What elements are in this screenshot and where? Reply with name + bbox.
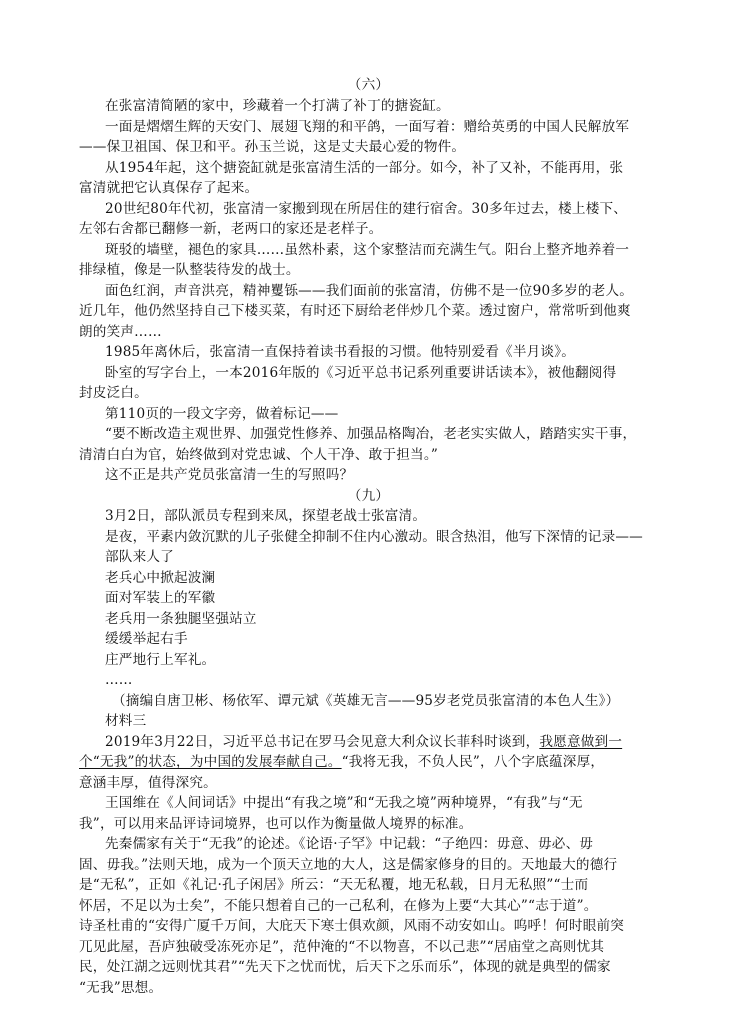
paragraph-line: “无我”思想。 xyxy=(79,980,163,996)
text-segment: “我将无我，不负人民”，八个字底蕴深厚， xyxy=(341,754,605,770)
poem-line: 缓缓举起右手 xyxy=(105,631,188,647)
paragraph-line: 封皮泛白。 xyxy=(79,385,148,401)
paragraph-line: ——保卫祖国、保卫和平。孙玉兰说，这是丈夫最心爱的物件。 xyxy=(79,139,466,155)
paragraph-line: 是“无私”，正如《礼记·孔子闲居》所云：“天无私覆，地无私载，日月无私照”“士而 xyxy=(79,877,589,893)
paragraph-line: 第110页的一段文字旁，做着标记—— xyxy=(105,406,339,422)
paragraph-line: 这不正是共产党员张富清一生的写照吗？ xyxy=(105,467,354,483)
poem-line: …… xyxy=(105,672,133,688)
underlined-text: 个“无我”的状态，为中国的发展奉献自己。 xyxy=(79,754,342,770)
section-9-heading: （九） xyxy=(347,488,390,504)
paragraph-line: 一面是熠熠生辉的天安门、展翅飞翔的和平鸽，一面写着：赠给英勇的中国人民解放军 xyxy=(105,119,630,135)
paragraph-line: 从1954年起，这个搪瓷缸就是张富清生活的一部分。如今，补了又补，不能再用，张 xyxy=(105,160,624,176)
paragraph-line: 我”，可以用来品评诗词境界，也可以作为衡量做人境界的标准。 xyxy=(79,816,473,832)
paragraph-line: 先秦儒家有关于“无我”的论述。《论语·子罕》中记载：“子绝四：毋意、毋必、毋 xyxy=(105,836,594,852)
paragraph-line xyxy=(79,752,604,772)
underlined-text: 我愿意做到一 xyxy=(539,734,623,750)
paragraph-line: 富清就把它认真保存了起来。 xyxy=(79,180,259,196)
paragraph-line: 王国维在《人间词话》中提出“有我之境”和“无我之境”两种境界，“有我”与“无 xyxy=(105,795,583,811)
poem-line: 面对军装上的军徽 xyxy=(105,590,216,606)
paragraph-line: 清清白白为官，始终做到对党忠诚、个人干净、敢于担当。” xyxy=(79,447,438,463)
poem-line: 老兵用一条独腿坚强站立 xyxy=(105,611,257,627)
source-citation: （摘编自唐卫彬、杨依军、谭元斌《英雄无言——95岁老党员张富清的本色人生》） xyxy=(112,693,620,709)
poem-line: 部队来人了 xyxy=(105,549,174,565)
poem-line: 庄严地行上军礼。 xyxy=(105,652,216,668)
material-3-heading: 材料三 xyxy=(105,713,147,729)
paragraph-line: “要不断改造主观世界、加强党性修养、加强品格陶冶，老老实实做人，踏踏实实干事， xyxy=(105,426,637,442)
paragraph-line: 近几年，他仍然坚持自己下楼买菜，有时还下厨给老伴炒几个菜。透过窗户，常常听到他爽 xyxy=(79,303,631,319)
paragraph-line: 意涵丰厚，值得深究。 xyxy=(79,775,217,791)
paragraph-line: 诗圣杜甫的“安得广厦千万间，大庇天下寒士俱欢颜，风雨不动安如山。呜呼！何时眼前突 xyxy=(79,918,625,934)
paragraph-line: 怀居，不足以为士矣”，不能只想着自己的一己私利，在修为上要“大其心”“志于道”。 xyxy=(79,898,598,914)
paragraph-line: 斑驳的墙壁，褪色的家具……虽然朴素，这个家整洁而充满生气。阳台上整齐地养着一 xyxy=(105,242,630,258)
paragraph-line: 3月2日，部队派员专程到来凤，探望老战士张富清。 xyxy=(105,508,427,524)
paragraph-line: 民，处江湖之远则忧其君”“先天下之忧而忧，后天下之乐而乐”，体现的就是典型的儒家 xyxy=(79,959,611,975)
paragraph-line: 左邻右舍都已翻修一新，老两口的家还是老样子。 xyxy=(79,221,383,237)
text-segment: 2019年3月22日，习近平总书记在罗马会见意大利众议长菲科时谈到， xyxy=(105,734,540,750)
paragraph-line: 卧室的写字台上，一本2016年版的《习近平总书记系列重要讲话读本》，被他翻阅得 xyxy=(105,365,617,381)
paragraph-line: 1985年离休后，张富清一直保持着读书看报的习惯。他特别爱看《半月谈》。 xyxy=(105,344,575,360)
paragraph-line: 固、毋我。”法则天地，成为一个顶天立地的大人，这是儒家修身的目的。天地最大的德行 xyxy=(79,857,618,873)
paragraph-line: 面色红润，声音洪亮，精神矍铄——我们面前的张富清，仿佛不是一位90多岁的老人。 xyxy=(105,283,634,299)
section-6-heading: （六） xyxy=(347,77,390,93)
paragraph-line: 20世纪80年代初，张富清一家搬到现在所居住的建行宿舍。30多年过去，楼上楼下、 xyxy=(105,201,628,217)
paragraph-line: 兀见此屋，吾庐独破受冻死亦足”，范仲淹的“不以物喜，不以己悲”“居庙堂之高则忧其 xyxy=(79,939,605,955)
poem-line: 老兵心中掀起波澜 xyxy=(105,570,216,586)
paragraph-line: 排绿植，像是一队整装待发的战士。 xyxy=(79,262,300,278)
paragraph-line: 是夜，平素内敛沉默的儿子张健全抑制不住内心激动。眼含热泪，他写下深情的记录—— xyxy=(105,529,643,545)
paragraph-line: 在张富清简陋的家中，珍藏着一个打满了补丁的搪瓷缸。 xyxy=(105,98,450,114)
paragraph-line xyxy=(105,732,622,752)
paragraph-line: 朗的笑声…… xyxy=(79,324,162,340)
